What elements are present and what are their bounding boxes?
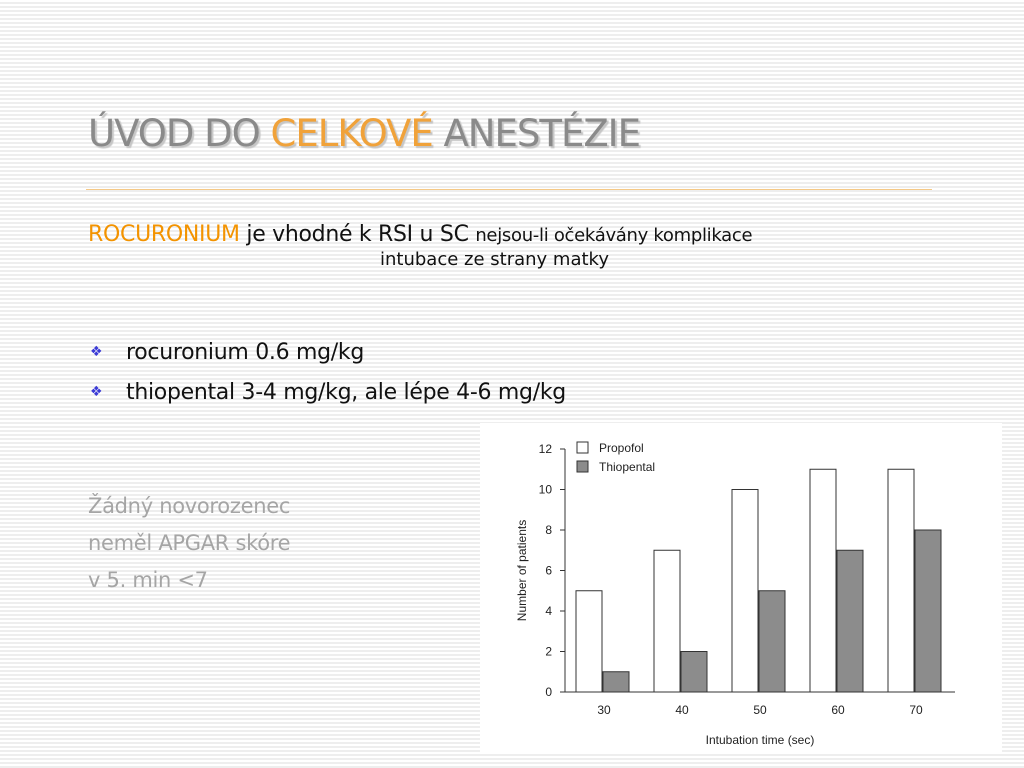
diamond-bullet-icon: ❖: [90, 384, 103, 400]
dosage-item-text: rocuronium 0.6 mg/kg: [126, 339, 364, 365]
y-tick-label: 2: [545, 644, 552, 659]
x-axis-label: Intubation time (sec): [705, 733, 815, 747]
title-part-1: ÚVOD DO: [88, 112, 271, 155]
thiopental-bar: [681, 652, 707, 693]
intro-small-text: nejsou-li očekávány komplikace: [475, 225, 753, 246]
y-axis: [539, 442, 565, 699]
propofol-bar: [654, 550, 680, 692]
y-tick-label: 8: [545, 523, 552, 537]
y-tick-label: 10: [538, 482, 552, 497]
y-tick-label: 12: [538, 442, 552, 456]
x-tick-label: 70: [909, 703, 923, 717]
dosage-list: [90, 332, 566, 412]
apgar-note: [88, 488, 290, 599]
thiopental-bar: [837, 550, 863, 692]
intro-drug-name: ROCURONIUM: [88, 222, 240, 247]
propofol-bar: [888, 469, 914, 692]
intro-line-1: [88, 222, 938, 247]
apgar-note-line: v 5. min <7: [88, 568, 208, 592]
x-tick-label: 50: [753, 703, 767, 717]
intro-line-2: intubace ze strany matky: [380, 249, 609, 270]
apgar-note-line: neměl APGAR skóre: [88, 531, 291, 555]
dosage-item: [90, 332, 566, 372]
thiopental-bar: [915, 530, 941, 692]
intro-main-text: je vhodné k RSI u SC: [239, 222, 476, 247]
title-part-2: ANESTÉZIE: [432, 112, 640, 155]
thiopental-bar: [603, 672, 629, 692]
title-divider: [86, 189, 932, 190]
apgar-note-line: Žádný novorozenec: [88, 494, 291, 518]
intro-text: [88, 222, 938, 270]
x-tick-label: 40: [675, 703, 689, 717]
thiopental-bar: [759, 591, 785, 692]
propofol-bar: [810, 469, 836, 692]
y-axis-label: Number of patients: [515, 519, 529, 622]
dosage-item-text: thiopental 3-4 mg/kg, ale lépe 4-6 mg/kg: [126, 379, 566, 405]
legend: [577, 441, 655, 474]
legend-swatch: [577, 442, 588, 453]
y-tick-label: 0: [545, 685, 552, 699]
legend-label: Thiopental: [599, 460, 656, 474]
dosage-item: [90, 372, 566, 412]
bar-chart: [480, 423, 1002, 753]
slide-title: [88, 112, 640, 155]
legend-label: Propofol: [599, 441, 644, 455]
y-tick-label: 6: [545, 563, 552, 578]
x-tick-label: 60: [831, 703, 845, 717]
diamond-bullet-icon: ❖: [90, 344, 103, 360]
y-tick-label: 4: [545, 604, 552, 618]
propofol-bar: [732, 490, 758, 693]
x-axis: [565, 692, 955, 717]
title-accent: CELKOVÉ: [270, 112, 433, 155]
x-tick-label: 30: [597, 703, 611, 717]
bars: [576, 469, 941, 692]
legend-swatch: [577, 461, 588, 472]
propofol-bar: [576, 591, 602, 692]
intubation-chart: [480, 423, 1002, 753]
